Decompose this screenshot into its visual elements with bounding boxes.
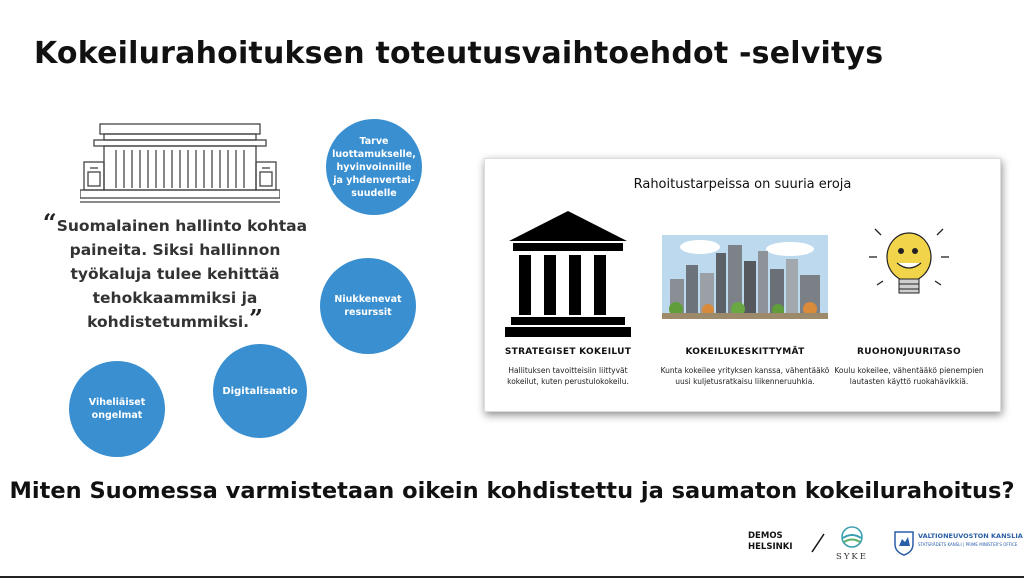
circle-wicked-problems-label: Viheliäiset ongelmat — [88, 397, 146, 421]
circle-trust — [326, 119, 422, 215]
panel-title: Rahoitustarpeissa on suuria eroja — [633, 177, 852, 192]
quote-close-mark: ” — [249, 304, 263, 333]
circle-digitalisation-label: Digitalisaatio — [222, 385, 298, 397]
quote — [30, 208, 320, 334]
funding-needs-panel — [484, 158, 1001, 412]
column-hubs-heading: KOKEILUKESKITTYMÄT — [685, 347, 805, 357]
quote-text: Suomalainen hallinto kohtaa paineita. Siksi hallinnon työkaluja tulee kehittää tehokkaammiksi ja kohdistetummiksi. — [56, 217, 308, 331]
column-grassroots-heading: RUOHONJUURITASO — [857, 347, 961, 357]
syke-logo-text: SYKE — [836, 552, 868, 562]
circle-resources — [320, 258, 416, 354]
column-strategic — [493, 209, 643, 387]
column-hubs-text: Kunta kokeilee yrityksen kanssa, vähentääkö uusi kuljetusratkaisu liikenneruuhkia. — [660, 366, 830, 386]
column-strategic-heading: STRATEGISET KOKEILUT — [504, 347, 632, 357]
column-strategic-text: Hallituksen tavoitteisiin liittyvät kokeilut, kuten perustulokokeilu. — [507, 366, 629, 386]
circle-resources-label: Niukkenevat resurssit — [334, 294, 402, 318]
vnk-logo-name: VALTIONEUVOSTON KANSLIA — [918, 532, 1023, 540]
syke-emblem-icon — [838, 526, 866, 548]
circle-wicked-problems — [69, 361, 165, 457]
circle-trust-label: Tarve luottamukselle, hyvinvoinnille ja yhdenvertai-suudelle — [332, 135, 416, 199]
city-skyline-icon — [660, 209, 830, 341]
lion-crest-icon — [892, 530, 916, 556]
key-question: Miten Suomessa varmistetaan oikein kohdistettu ja saumaton kokeilurahoitus? — [9, 478, 1015, 504]
column-hubs — [655, 209, 835, 387]
lightbulb-icon — [859, 209, 959, 341]
vnk-logo-subtitle: STATSRÅDETS KANSLI | PRIME MINISTER'S OFFICE — [918, 542, 1018, 547]
parliament-building-icon — [80, 122, 280, 204]
column-grassroots — [823, 209, 995, 387]
demos-helsinki-logo — [748, 531, 792, 553]
slide-title: Kokeilurahoituksen toteutusvaihtoehdot -selvitys — [34, 36, 884, 71]
demos-logo-line2: HELSINKI — [748, 542, 793, 552]
quote-open-mark: “ — [42, 208, 57, 237]
demos-logo-line1: DEMOS — [748, 531, 783, 541]
circle-digitalisation — [213, 344, 307, 438]
syke-logo — [824, 526, 880, 562]
column-grassroots-text: Koulu kokeilee, vähentääkö pienempien lautasten käyttö ruokahävikkiä. — [834, 366, 984, 386]
temple-icon — [503, 209, 633, 341]
